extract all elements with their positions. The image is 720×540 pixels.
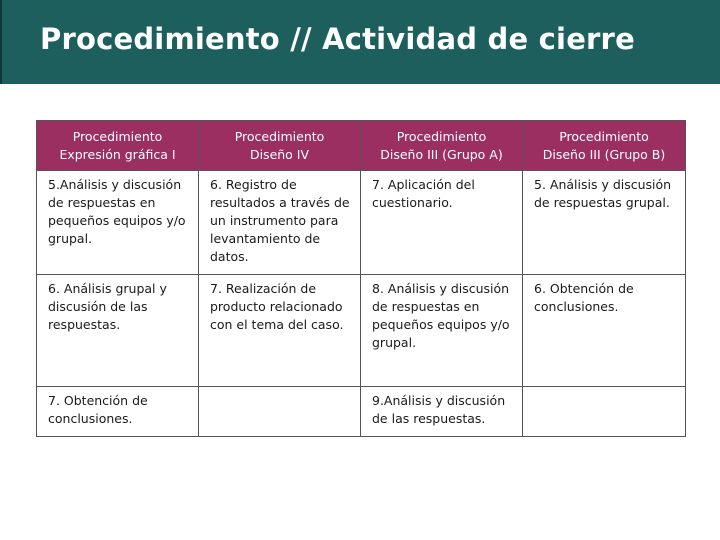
header-line: Procedimiento — [72, 128, 163, 144]
header-diseno-iii-grupo-b — [523, 121, 686, 171]
header-expresion-grafica-i — [37, 121, 199, 171]
header-line: Diseño III (Grupo B) — [542, 146, 666, 162]
table-cell — [523, 387, 686, 437]
header-line: Diseño III (Grupo A) — [380, 146, 503, 162]
table-cell: 9.Análisis y discusión de las respuestas. — [361, 387, 523, 437]
header-diseno-iii-grupo-a — [361, 121, 523, 171]
table-cell — [199, 387, 361, 437]
title-bar — [0, 0, 720, 84]
header-line: Procedimiento — [234, 128, 325, 144]
table-cell: 8. Análisis y discusión de respuestas en pequeños equipos y/o grupal. — [361, 275, 523, 387]
header-line: Expresión gráfica I — [59, 146, 176, 162]
table-cell: 5.Análisis y discusión de respuestas en pequeños equipos y/o grupal. — [37, 171, 199, 275]
table-cell: 6. Análisis grupal y discusión de las respuestas. — [37, 275, 199, 387]
table-cell: 6. Obtención de conclusiones. — [523, 275, 686, 387]
procedure-table — [36, 120, 686, 437]
header-line: Procedimiento — [396, 128, 487, 144]
header-diseno-iv — [199, 121, 361, 171]
header-line: Procedimiento — [559, 128, 649, 144]
table-row — [37, 387, 686, 437]
table-cell: 7. Obtención de conclusiones. — [37, 387, 199, 437]
table-cell: 6. Registro de resultados a través de un instrumento para levantamiento de datos. — [199, 171, 361, 275]
slide-title: Procedimiento // Actividad de cierre — [40, 22, 635, 56]
table-row — [37, 275, 686, 387]
table-header-row — [37, 121, 686, 171]
table-row — [37, 171, 686, 275]
table-cell: 7. Realización de producto relacionado con el tema del caso. — [199, 275, 361, 387]
header-line: Diseño IV — [249, 146, 310, 162]
table-cell: 5. Análisis y discusión de respuestas grupal. — [523, 171, 686, 275]
table-cell: 7. Aplicación del cuestionario. — [361, 171, 523, 275]
